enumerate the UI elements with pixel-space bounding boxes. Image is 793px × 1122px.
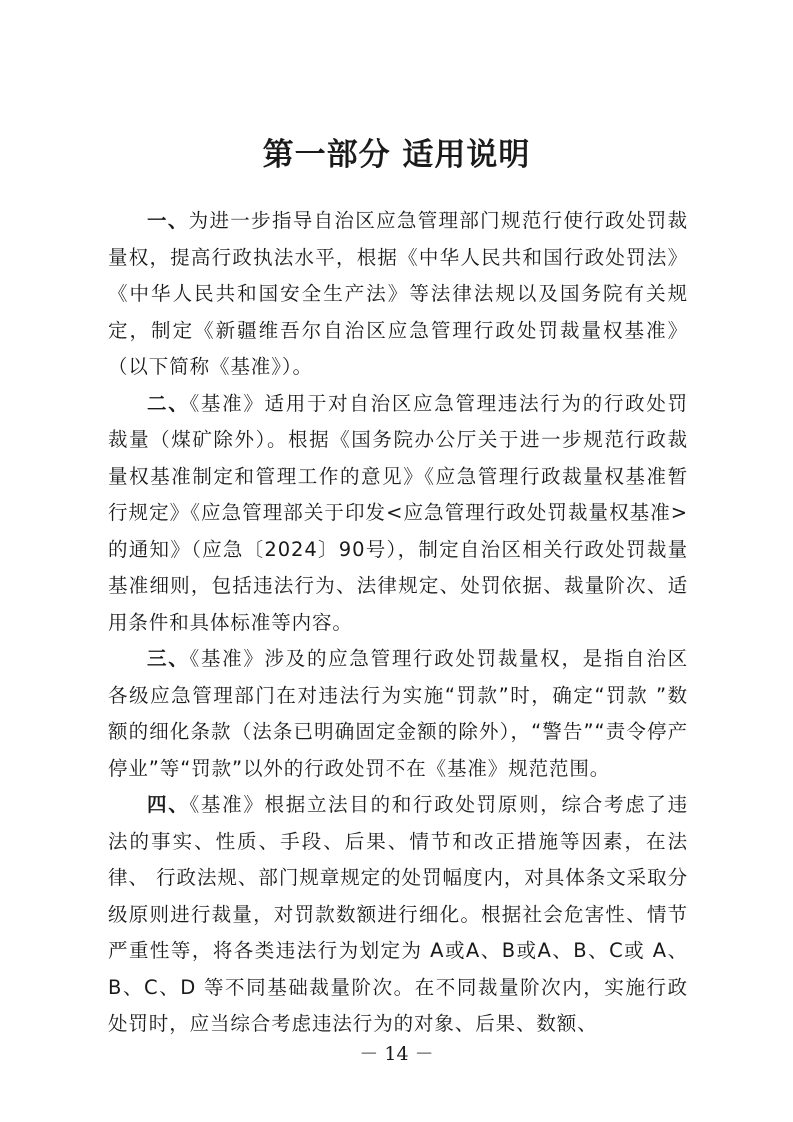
document-body xyxy=(108,203,688,1043)
paragraph-4 xyxy=(108,787,688,1043)
page-number: － 14 － xyxy=(359,1043,434,1065)
paragraph-4-number: 四、 xyxy=(147,793,190,816)
section-title: 第一部分 适用说明 xyxy=(262,137,531,173)
paragraph-1 xyxy=(108,203,688,386)
paragraph-2-number: 二、 xyxy=(147,391,190,415)
paragraph-3-number: 三、 xyxy=(147,647,190,670)
paragraph-3 xyxy=(108,641,688,787)
paragraph-3-text: 《基准》涉及的应急管理行政处罚裁量权，是指自治区各级应急管理部门在对违法行为实施“罚款”时，确定“罚款 ”数额的细化条款（法条已明确固定金额的除外），“警告”“责令停产停业”等“罚款”以外的行政处罚不在《基准》规范范围。 xyxy=(108,647,688,780)
paragraph-1-text: 为进一步指导自治区应急管理部门规范行使行政处罚裁量权，提高行政执法水平，根据《中华人民共和国行政处罚法》《中华人民共和国安全生产法》等法律法规以及国务院有关规定，制定《新疆维吾尔自治区应急管理行政处罚裁量权基准》（以下简称《基准》）。 xyxy=(108,209,688,378)
paragraph-2-text: 《基准》适用于对自治区应急管理违法行为的行政处罚裁量（煤矿除外）。根据《国务院办公厅关于进一步规范行政裁量权基准制定和管理工作的意见》《应急管理行政裁量权基准暂行规定》《应急管理部关于印发<应急管理行政处罚裁量权基准>的通知》（应急〔2024〕90号），制定自治区相关行政处罚裁量基准细则，包括违法行为、法律规定、处罚依据、裁量阶次、适用条件和具体标准等内容。 xyxy=(108,391,688,634)
paragraph-1-number: 一、 xyxy=(147,209,189,232)
paragraph-4-text: 《基准》根据立法目的和行政处罚原则，综合考虑了违法的事实、性质、手段、后果、情节和改正措施等因素，在法律、 行政法规、部门规章规定的处罚幅度内，对具体条文采取分级原则进行裁量，对罚款数额进行细化。根据社会危害性、情节严重性等，将各类违法行为划定为 A或A、B或A、B、C或 A、B、C、D 等不同基础裁量阶次。在不同裁量阶次内，实施行政处罚时，应当综合考虑违法行为的对象、后果、数额、 xyxy=(108,793,688,1035)
paragraph-2 xyxy=(108,386,688,642)
